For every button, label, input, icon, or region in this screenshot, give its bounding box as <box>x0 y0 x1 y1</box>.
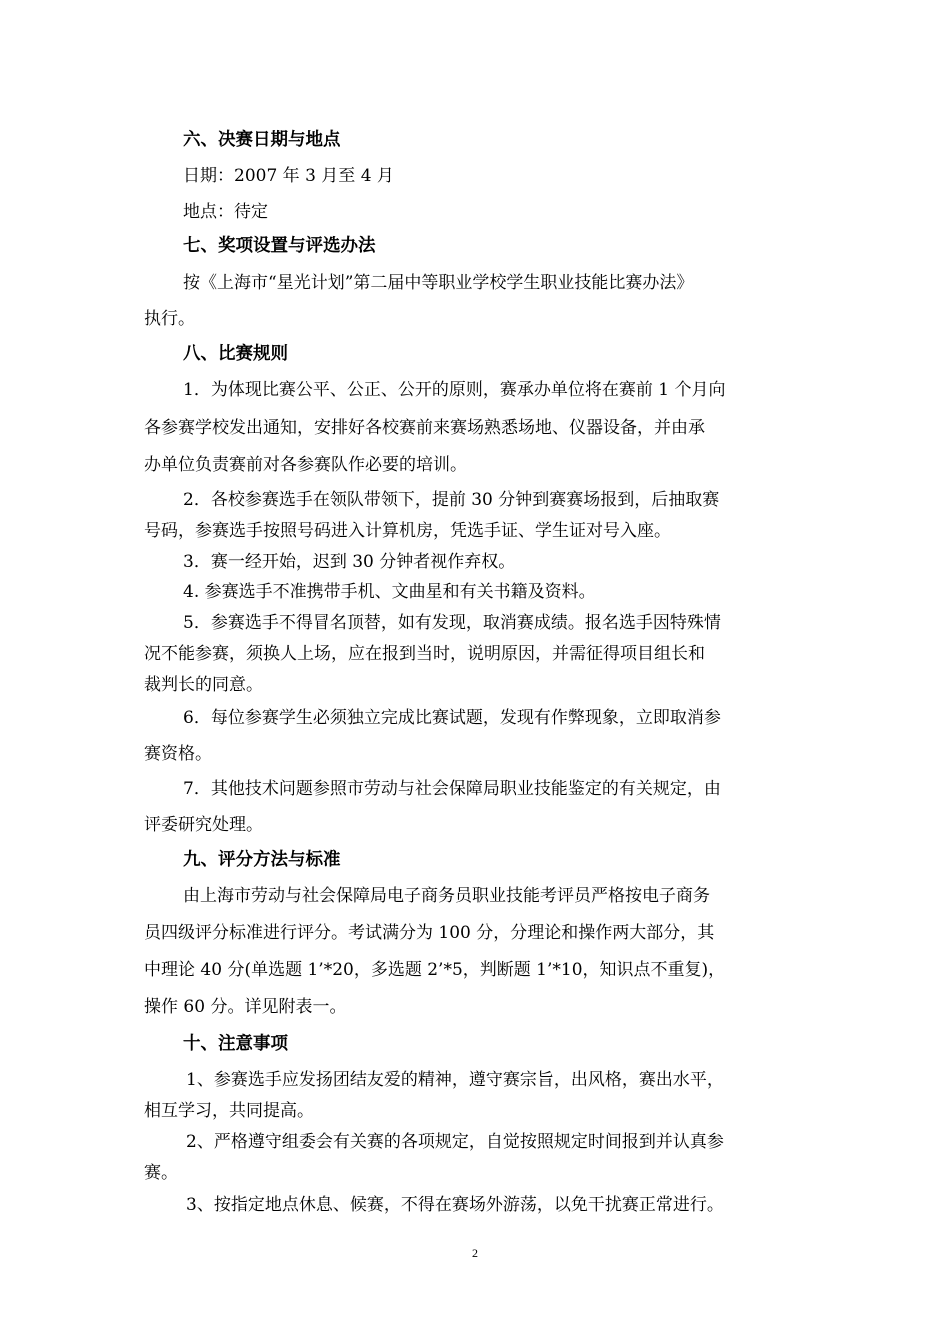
section-heading-6: 六、决赛日期与地点 <box>183 130 341 150</box>
text-line: 7．其他技术问题参照市劳动与社会保障局职业技能鉴定的有关规定，由 <box>183 779 721 799</box>
text-line: 赛资格。 <box>144 744 212 764</box>
section-heading-10: 十、注意事项 <box>183 1034 288 1054</box>
text-line: 4. 参赛选手不准携带手机、文曲星和有关书籍及资料。 <box>183 582 596 602</box>
text-line: 赛。 <box>144 1163 178 1183</box>
section-heading-9: 九、评分方法与标准 <box>183 850 341 870</box>
text-line: 1、参赛选手应发扬团结友爱的精神，遵守赛宗旨，出风格，赛出水平， <box>186 1070 724 1090</box>
section-heading-7: 七、奖项设置与评选办法 <box>183 236 376 256</box>
text-line: 按《上海市“星光计划”第二届中等职业学校学生职业技能比赛办法》 <box>183 273 694 293</box>
text-line: 3、按指定地点休息、候赛，不得在赛场外游荡，以免干扰赛正常进行。 <box>186 1195 724 1215</box>
text-line: 号码，参赛选手按照号码进入计算机房，凭选手证、学生证对号入座。 <box>144 521 671 541</box>
text-line: 5．参赛选手不得冒名顶替，如有发现，取消赛成绩。报名选手因特殊情 <box>183 613 721 633</box>
text-line: 1．为体现比赛公平、公正、公开的原则，赛承办单位将在赛前 1 个月向 <box>183 380 726 400</box>
text-line: 相互学习，共同提高。 <box>144 1101 314 1121</box>
text-line: 况不能参赛，须换人上场，应在报到当时，说明原因，并需征得项目组长和 <box>144 644 705 664</box>
text-line: 执行。 <box>144 309 195 329</box>
text-line: 2、严格遵守组委会有关赛的各项规定，自觉按照规定时间报到并认真参 <box>186 1132 724 1152</box>
text-line: 2．各校参赛选手在领队带领下，提前 30 分钟到赛赛场报到，后抽取赛 <box>183 490 720 510</box>
page-number: 2 <box>472 1246 478 1260</box>
section-heading-8: 八、比赛规则 <box>183 344 288 364</box>
text-line: 由上海市劳动与社会保障局电子商务员职业技能考评员严格按电子商务 <box>183 886 710 906</box>
text-line: 3．赛一经开始，迟到 30 分钟者视作弃权。 <box>183 552 516 572</box>
text-line: 中理论 40 分(单选题 1’*20，多选题 2’*5，判断题 1’*10，知识点不重复)， <box>144 960 726 980</box>
text-line: 各参赛学校发出通知，安排好各校赛前来赛场熟悉场地、仪器设备，并由承 <box>144 418 705 438</box>
text-line: 员四级评分标准进行评分。考试满分为 100 分，分理论和操作两大部分，其 <box>144 923 715 943</box>
text-line: 裁判长的同意。 <box>144 675 263 695</box>
text-line: 6．每位参赛学生必须独立完成比赛试题，发现有作弊现象，立即取消参 <box>183 708 721 728</box>
text-line: 地点：待定 <box>183 202 268 222</box>
text-line: 操作 60 分。详见附表一。 <box>144 997 347 1017</box>
text-line: 办单位负责赛前对各参赛队作必要的培训。 <box>144 455 467 475</box>
text-line: 日期：2007 年 3 月至 4 月 <box>183 166 394 186</box>
text-line: 评委研究处理。 <box>144 815 263 835</box>
